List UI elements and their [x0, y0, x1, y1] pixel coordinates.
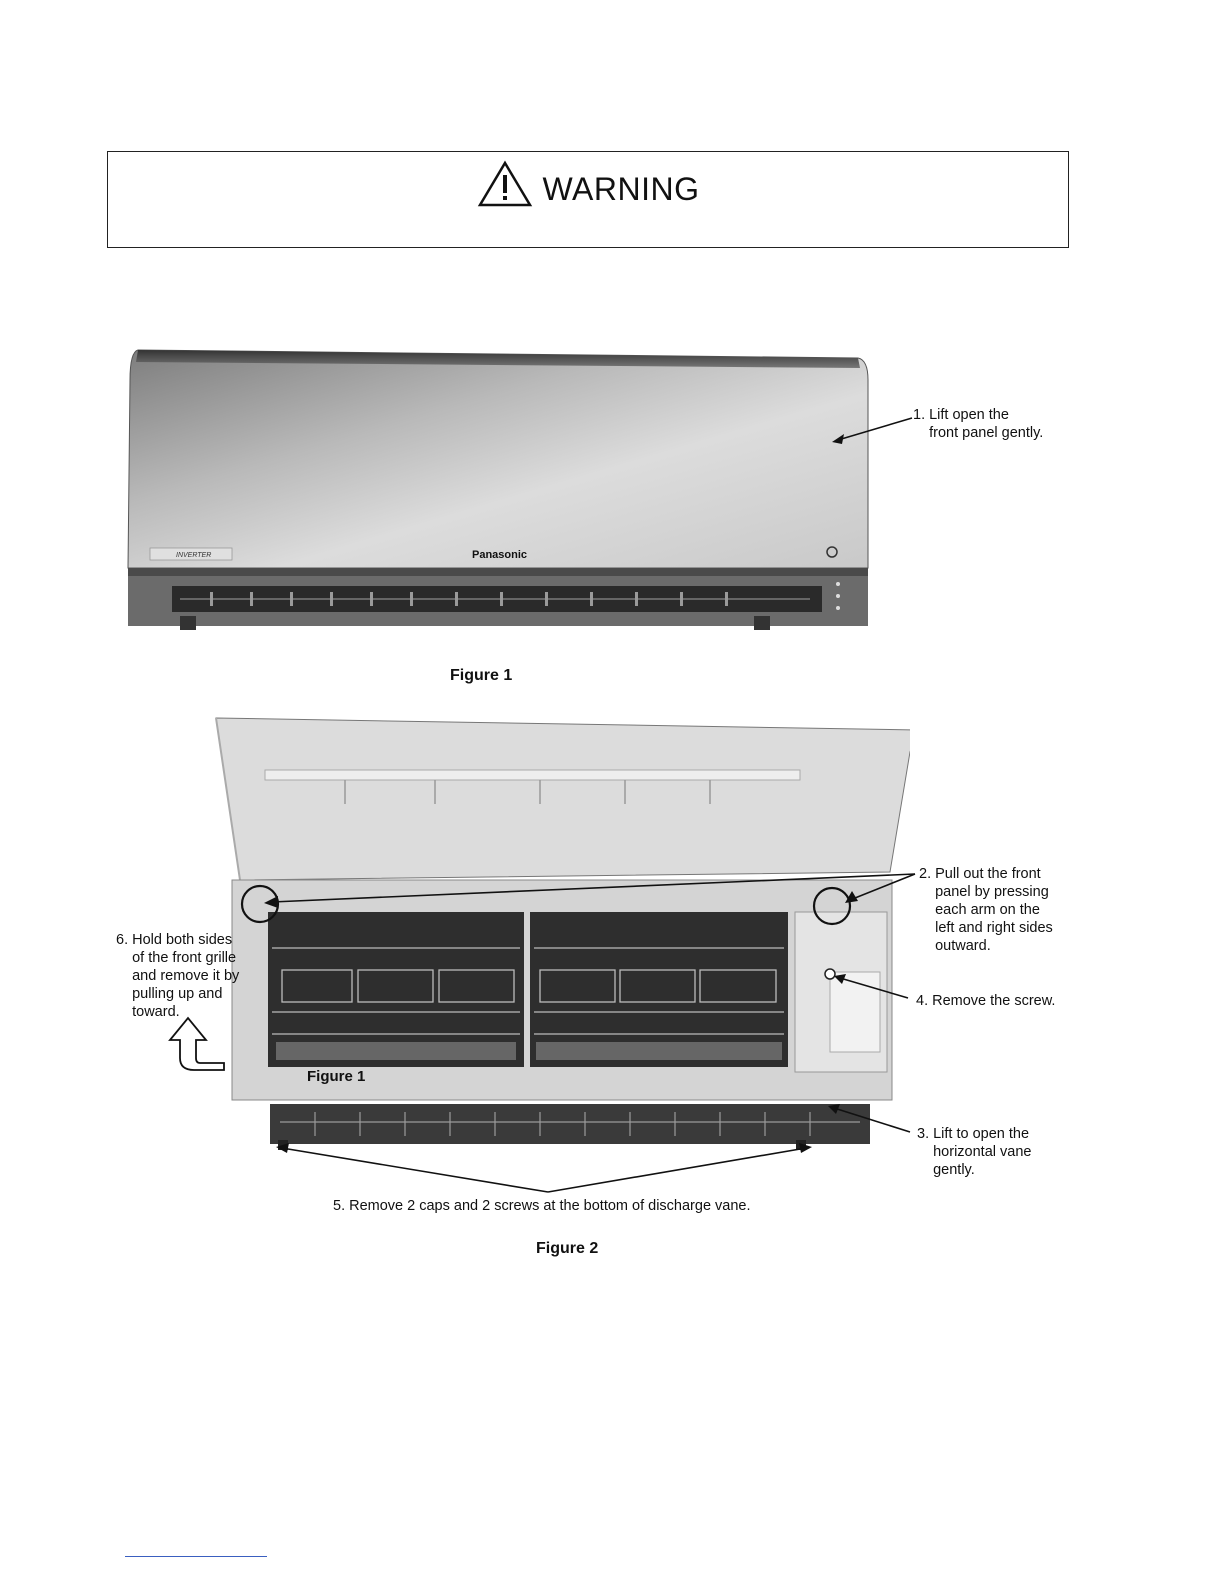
brand-logo-text: Panasonic [472, 549, 528, 561]
figure2-caption: Figure 2 [536, 1240, 599, 1257]
callout-remove-screw: 4. Remove the screw. [916, 993, 1056, 1009]
figure1-caption: Figure 1 [450, 667, 513, 684]
callout-hold-grille: 6. Hold both sides of the front grille and remove it by pulling up and toward. [116, 932, 240, 1020]
callout-lift-panel: 1. Lift open the front panel gently. [913, 407, 1044, 441]
inverter-badge-text: INVERTER [176, 552, 212, 559]
callout-pull-panel: 2. Pull out the front panel by pressing each arm on the left and right sides outward. [919, 866, 1053, 954]
callout-lift-vane: 3. Lift to open the horizontal vane gently. [917, 1126, 1032, 1178]
footer-link-underline [125, 1556, 267, 1557]
inner-figure-label: Figure 1 [307, 1068, 366, 1085]
callout-remove-caps: 5. Remove 2 caps and 2 screws at the bottom of discharge vane. [333, 1198, 751, 1214]
warning-title: WARNING [542, 171, 700, 207]
